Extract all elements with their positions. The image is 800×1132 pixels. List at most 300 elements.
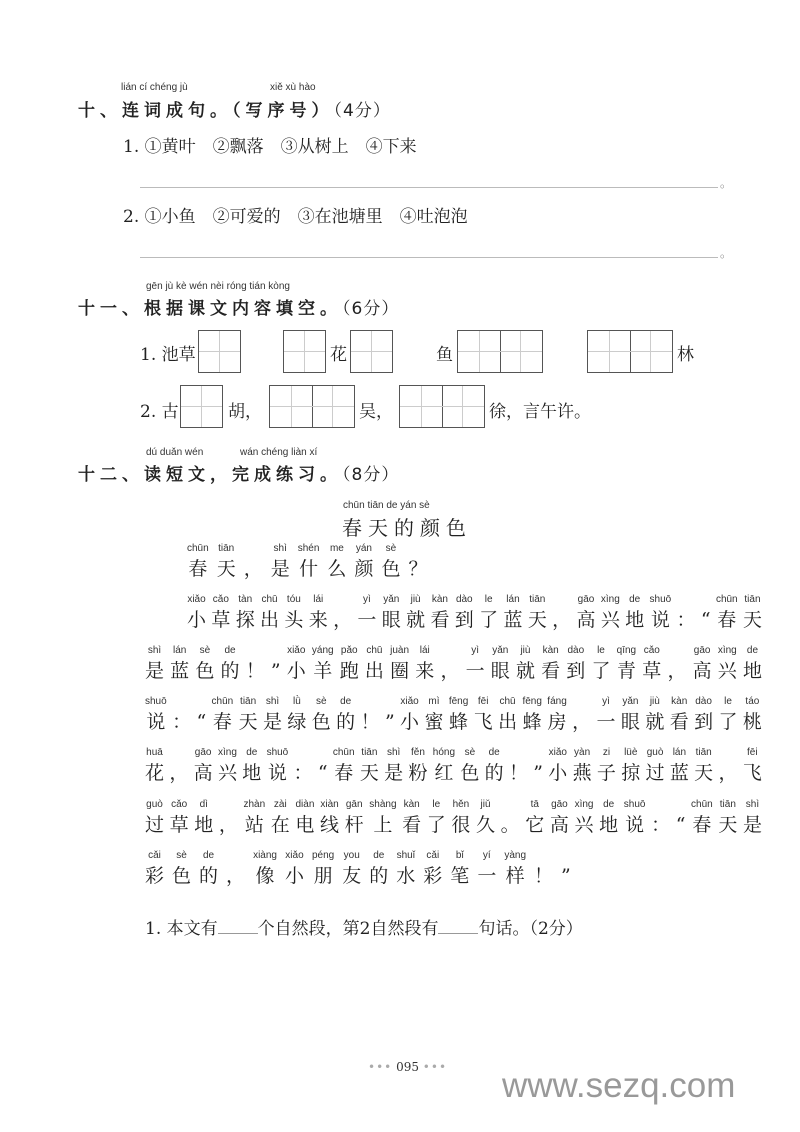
char-box[interactable]	[350, 330, 393, 373]
pinyin: tóu	[286, 594, 301, 605]
hanzi: 看	[541, 660, 561, 682]
hanzi: 说	[146, 711, 166, 733]
hanzi: 春	[717, 609, 737, 631]
pinyin: shì	[147, 645, 162, 656]
pinyin-char-cell	[533, 747, 543, 785]
pinyin: sè	[316, 696, 327, 707]
hanzi: 什	[299, 558, 319, 580]
hanzi: 一	[357, 609, 377, 631]
pinyin: shàng	[369, 799, 397, 810]
section12-heading	[78, 460, 399, 485]
pinyin-char-cell	[516, 645, 535, 683]
hanzi: 站	[244, 814, 264, 836]
pinyin-char-cell	[694, 747, 713, 785]
pinyin-char-cell	[718, 696, 737, 734]
pinyin: juàn	[390, 645, 410, 656]
hanzi: “	[196, 711, 207, 733]
hanzi: 跑	[339, 660, 359, 682]
pinyin-char-cell	[406, 594, 425, 632]
pinyin: xìng	[217, 747, 237, 758]
pinyin-char-cell	[694, 696, 713, 734]
hanzi: 说	[650, 609, 670, 631]
hanzi: 水	[396, 865, 416, 887]
hanzi: 色	[311, 711, 331, 733]
hanzi: 出	[364, 660, 384, 682]
score: （6分）	[342, 299, 400, 319]
hanzi: 兴	[574, 814, 594, 836]
pinyin: de	[340, 696, 352, 707]
double-char-box[interactable]	[587, 330, 673, 373]
hanzi: 看	[430, 609, 450, 631]
pinyin-char-cell	[572, 696, 591, 734]
pinyin: tiān	[240, 696, 257, 707]
pinyin: chū	[366, 645, 383, 656]
pinyin: fěn	[411, 747, 425, 758]
hanzi: 过	[645, 762, 665, 784]
pinyin-char-cell	[369, 850, 388, 888]
char-box[interactable]	[283, 330, 326, 373]
hanzi: 的	[220, 660, 240, 682]
hanzi: 桃	[742, 711, 762, 733]
pinyin: xìng	[574, 799, 594, 810]
hanzi: 掠	[621, 762, 641, 784]
hanzi: 就	[406, 609, 426, 631]
hanzi: 地	[625, 609, 645, 631]
pinyin: yán	[355, 543, 372, 554]
pinyin-char-cell	[145, 850, 164, 888]
pinyin-char-cell	[194, 799, 213, 837]
pinyin-char-cell	[476, 799, 495, 837]
hanzi: 小	[400, 711, 420, 733]
double-char-box[interactable]	[457, 330, 543, 373]
hanzi: 兴	[600, 609, 620, 631]
hanzi: ：	[293, 762, 313, 784]
pinyin-char-cell	[400, 696, 419, 734]
pinyin: mì	[428, 696, 440, 707]
pinyin-char-cell	[284, 594, 303, 632]
double-char-box[interactable]	[269, 385, 355, 428]
pinyin: sè	[385, 543, 397, 554]
pinyin: le	[724, 696, 732, 707]
pinyin-char-cell	[509, 747, 528, 785]
hanzi: 色	[172, 865, 192, 887]
pinyin-char-cell	[693, 645, 712, 683]
hanzi: 的	[369, 865, 389, 887]
hanzi: 就	[515, 660, 535, 682]
hanzi: ，	[226, 865, 246, 887]
pinyin: shén	[297, 543, 320, 554]
pinyin-char-cell	[246, 645, 265, 683]
pinyin-char-cell	[309, 594, 328, 632]
hanzi: 么	[327, 558, 347, 580]
pinyin: hěn	[452, 799, 470, 810]
pinyin-char-cell	[287, 696, 306, 734]
hanzi: 天	[694, 762, 714, 784]
pinyin-char-cell	[294, 747, 313, 785]
pinyin-char-cell	[575, 799, 594, 837]
score: （4分）	[333, 101, 391, 121]
hanzi: ”	[384, 711, 395, 733]
hanzi: 小	[284, 865, 304, 887]
pinyin-char-cell	[221, 645, 240, 683]
pinyin-char-cell	[285, 850, 304, 888]
hanzi: 笔	[450, 865, 470, 887]
pinyin: shuō	[145, 696, 167, 707]
pinyin-char-cell	[601, 594, 620, 632]
pinyin-char-cell	[718, 747, 737, 785]
pinyin-char-cell	[427, 799, 446, 837]
hanzi: 很	[451, 814, 471, 836]
pinyin: yì	[471, 645, 479, 656]
pinyin: le	[597, 645, 605, 656]
pinyin: tiān	[218, 543, 235, 554]
pinyin: chūn	[332, 747, 355, 758]
hanzi: 燕	[572, 762, 592, 784]
hanzi: 的	[199, 865, 219, 887]
pinyin: lái	[419, 645, 430, 656]
pinyin-char-cell	[716, 594, 738, 632]
hanzi: 的	[484, 762, 504, 784]
pinyin: yǎn	[622, 696, 639, 707]
pinyin-char-cell	[541, 645, 560, 683]
pinyin-char-cell	[577, 594, 596, 632]
pinyin: yì	[363, 594, 371, 605]
pinyin: xiǎo	[287, 645, 306, 656]
pinyin: lán	[173, 645, 187, 656]
hanzi: 彩	[423, 865, 443, 887]
hanzi: 绿	[287, 711, 307, 733]
row1-fish: 鱼	[436, 345, 453, 365]
pinyin: de	[224, 645, 236, 656]
pinyin-char-cell	[625, 594, 644, 632]
pinyin: chūn	[715, 594, 738, 605]
pinyin-char-cell	[597, 747, 616, 785]
hanzi: 高	[549, 814, 569, 836]
pinyin: tiān	[719, 799, 736, 810]
section12-pinyin-a: dú duǎn wén	[146, 447, 204, 458]
pinyin-char-cell	[503, 594, 522, 632]
pinyin-char-cell	[491, 645, 510, 683]
hanzi: 青	[616, 660, 636, 682]
hanzi: 小	[187, 609, 207, 631]
hanzi: 高	[692, 660, 712, 682]
pinyin-char-cell	[402, 799, 421, 837]
hanzi: 线	[320, 814, 340, 836]
passage-line	[145, 799, 762, 837]
pinyin-char-cell	[340, 645, 359, 683]
pinyin-char-cell	[211, 594, 230, 632]
hanzi: 样	[505, 865, 525, 887]
pinyin-char-cell	[430, 594, 449, 632]
pinyin: sè	[176, 850, 187, 861]
hanzi: ，	[667, 660, 687, 682]
pinyin-char-cell	[384, 747, 403, 785]
pinyin-char-cell	[382, 594, 401, 632]
pinyin-char-cell	[172, 696, 191, 734]
row1-forest: 林	[677, 345, 694, 365]
pinyin: kàn	[542, 645, 559, 656]
pinyin: cǎo	[643, 645, 660, 656]
hanzi: 到	[694, 711, 714, 733]
hanzi: 小	[286, 660, 306, 682]
pinyin-char-cell	[312, 850, 334, 888]
pinyin-char-cell	[226, 850, 245, 888]
pinyin-char-cell	[336, 696, 355, 734]
pinyin-char-cell	[172, 850, 191, 888]
hanzi: 在	[270, 814, 290, 836]
hanzi: 房	[547, 711, 567, 733]
hanzi: 杆	[344, 814, 364, 836]
pinyin: xiǎo	[285, 850, 304, 861]
hanzi: 地	[742, 660, 762, 682]
pinyin-char-cell	[408, 747, 427, 785]
pinyin-char-cell	[642, 645, 661, 683]
pinyin: de	[488, 747, 500, 758]
passage-line	[145, 645, 762, 683]
pinyin-char-cell	[743, 696, 762, 734]
pinyin-char-cell	[369, 799, 396, 837]
hanzi: 朋	[313, 865, 333, 887]
pinyin-char-cell	[295, 799, 314, 837]
hanzi: 看	[669, 711, 689, 733]
hanzi: 一	[477, 865, 497, 887]
pinyin: huā	[146, 747, 163, 758]
pinyin-char-cell	[385, 696, 395, 734]
hanzi: 天	[359, 762, 379, 784]
pinyin-char-cell	[253, 850, 277, 888]
hanzi: 地	[242, 762, 262, 784]
hanzi: 草	[211, 609, 231, 631]
hanzi: 眼	[620, 711, 640, 733]
pinyin-char-cell	[169, 747, 188, 785]
pinyin-char-cell	[381, 543, 400, 581]
hanzi: ，	[718, 762, 738, 784]
hanzi: 春	[334, 762, 354, 784]
pinyin-char-cell	[267, 747, 289, 785]
pinyin: qīng	[616, 645, 637, 656]
pinyin-char-cell	[408, 543, 427, 581]
pinyin: hóng	[432, 747, 456, 758]
pinyin: le	[484, 594, 493, 605]
pinyin: de	[603, 799, 615, 810]
hanzi: 。	[500, 814, 520, 836]
pinyin: yì	[602, 696, 610, 707]
hanzi: 天	[742, 609, 762, 631]
hanzi: 色	[195, 660, 215, 682]
pinyin-char-cell	[651, 799, 670, 837]
pinyin-char-cell	[599, 799, 618, 837]
pinyin-char-cell	[474, 696, 493, 734]
double-char-box[interactable]	[399, 385, 485, 428]
pinyin-char-cell	[145, 696, 167, 734]
hanzi: 羊	[313, 660, 333, 682]
pinyin: de	[202, 850, 215, 861]
pinyin-char-cell	[361, 696, 380, 734]
pinyin-char-cell	[550, 799, 569, 837]
hanzi: 子	[596, 762, 616, 784]
hanzi: 过	[145, 814, 165, 836]
pinyin: zhàn	[243, 799, 266, 810]
pinyin-char-cell	[145, 747, 164, 785]
pinyin: shì	[265, 696, 280, 707]
pinyin: lán	[672, 747, 687, 758]
hanzi: 是	[263, 711, 283, 733]
pinyin: yǎn	[492, 645, 509, 656]
hanzi: 探	[235, 609, 255, 631]
hanzi: 一	[465, 660, 485, 682]
pinyin-char-cell	[466, 645, 485, 683]
pinyin-char-cell	[312, 696, 331, 734]
pinyin-char-cell	[320, 799, 339, 837]
section10-item-1: 1. ①黄叶 ②飘落 ③从树上 ④下来	[123, 137, 417, 157]
pinyin: tiān	[744, 594, 761, 605]
hanzi: 天	[718, 814, 738, 836]
pinyin-char-cell	[646, 747, 665, 785]
pinyin: tiān	[361, 747, 378, 758]
hanzi: 了	[426, 814, 446, 836]
row2-rest: 徐，言午许。	[489, 402, 591, 422]
pinyin-char-cell	[566, 645, 585, 683]
passage-title: 春天的颜色	[342, 516, 472, 540]
pinyin-char-cell	[617, 645, 636, 683]
pinyin: kàn	[671, 696, 688, 707]
hanzi: 一	[596, 711, 616, 733]
pinyin-char-cell	[365, 645, 384, 683]
pinyin-char-cell	[212, 696, 234, 734]
pinyin: guò	[646, 747, 664, 758]
answer-line-1[interactable]	[140, 187, 718, 188]
pinyin: fēng	[522, 696, 542, 707]
hanzi: 说	[267, 762, 287, 784]
pinyin-char-cell	[236, 594, 255, 632]
hanzi: “	[675, 814, 686, 836]
pinyin: tàn	[238, 594, 253, 605]
pinyin-char-cell	[271, 799, 290, 837]
hanzi: 春	[212, 711, 232, 733]
pinyin-char-cell	[645, 696, 664, 734]
pinyin: de	[373, 850, 385, 861]
pinyin-char-cell	[170, 645, 189, 683]
pinyin: lüè	[624, 747, 638, 758]
pinyin: dì	[199, 799, 208, 810]
pinyin-char-cell	[396, 850, 415, 888]
hanzi: 地	[194, 814, 214, 836]
section10-pinyin-a: lián cí chéng jù	[121, 82, 188, 93]
pinyin: fáng	[547, 696, 567, 707]
pinyin-char-cell	[354, 543, 373, 581]
pinyin-char-cell	[561, 850, 571, 888]
hanzi: 圈	[390, 660, 410, 682]
period-2: 。	[720, 246, 733, 260]
section10-pinyin-b: xiě xù hào	[270, 82, 316, 93]
pinyin-char-cell	[718, 645, 737, 683]
pinyin-char-cell	[239, 696, 258, 734]
pinyin-char-cell	[701, 594, 711, 632]
passage-line	[145, 747, 762, 785]
answer-line-2[interactable]	[140, 257, 718, 258]
pinyin-char-cell	[244, 799, 266, 837]
hanzi: ：	[172, 711, 192, 733]
question-1	[145, 914, 583, 939]
hanzi: 花	[145, 762, 165, 784]
pinyin: xiàng	[253, 850, 277, 861]
pinyin-char-cell	[552, 594, 571, 632]
pinyin: gāo	[693, 645, 711, 656]
hanzi: 是	[270, 558, 290, 580]
pinyin: jiǔ	[480, 799, 491, 810]
pinyin: yǎn	[383, 594, 400, 605]
hanzi: 蜜	[424, 711, 444, 733]
hanzi: ，	[169, 762, 189, 784]
pinyin-char-cell	[547, 696, 566, 734]
pinyin-char-cell	[624, 799, 646, 837]
char-box[interactable]	[198, 330, 241, 373]
hanzi: ：	[676, 609, 696, 631]
pinyin: jiù	[410, 594, 421, 605]
hanzi: 蓝	[669, 762, 689, 784]
hanzi: 到	[566, 660, 586, 682]
row1-flower: 花	[330, 345, 347, 365]
hanzi: ，	[333, 609, 353, 631]
hanzi: 了	[479, 609, 499, 631]
row2-label: 2. 古	[140, 402, 179, 422]
pinyin-char-cell	[460, 747, 479, 785]
pinyin-char-cell	[263, 696, 282, 734]
hanzi: 蜂	[522, 711, 542, 733]
pinyin-char-cell	[357, 594, 376, 632]
hanzi: 是	[384, 762, 404, 784]
hanzi: 就	[645, 711, 665, 733]
q1-text-c: 句话。（2分）	[478, 919, 583, 939]
pinyin-char-cell	[667, 645, 686, 683]
pinyin-char-cell	[271, 543, 290, 581]
pinyin-char-cell	[187, 543, 209, 581]
answer-blank[interactable]	[438, 933, 478, 934]
answer-blank[interactable]	[218, 933, 258, 934]
pinyin: gāo	[194, 747, 212, 758]
hanzi: ，	[218, 814, 238, 836]
section10-heading	[78, 96, 391, 121]
hanzi: 飞	[742, 762, 762, 784]
hanzi: 高	[193, 762, 213, 784]
pinyin: tiān	[529, 594, 546, 605]
pinyin: shì	[273, 543, 287, 554]
pinyin-char-cell	[676, 799, 686, 837]
pinyin-char-cell	[145, 799, 164, 837]
watermark: www.sezq.com	[502, 1066, 736, 1105]
hanzi: 电	[295, 814, 315, 836]
pinyin-char-cell	[573, 747, 592, 785]
pinyin-char-cell	[217, 543, 236, 581]
char-box[interactable]	[180, 385, 223, 428]
hanzi: 像	[255, 865, 275, 887]
hanzi: 到	[454, 609, 474, 631]
q1-text-a: 1. 本文有	[145, 919, 218, 939]
pinyin: jiù	[520, 645, 531, 656]
pinyin: cǎi	[148, 850, 161, 861]
pinyin-char-cell	[333, 594, 352, 632]
hanzi: 颜	[354, 558, 374, 580]
q1-text-b: 个自然段，第2自然段有	[257, 919, 439, 939]
pinyin: fēi	[477, 696, 489, 707]
pinyin-char-cell	[327, 543, 346, 581]
passage-line	[187, 543, 427, 581]
hanzi: 头	[284, 609, 304, 631]
pinyin: cǎo	[171, 799, 188, 810]
pinyin: chūn	[187, 543, 209, 554]
hanzi: 说	[625, 814, 645, 836]
period-1: 。	[720, 176, 733, 190]
